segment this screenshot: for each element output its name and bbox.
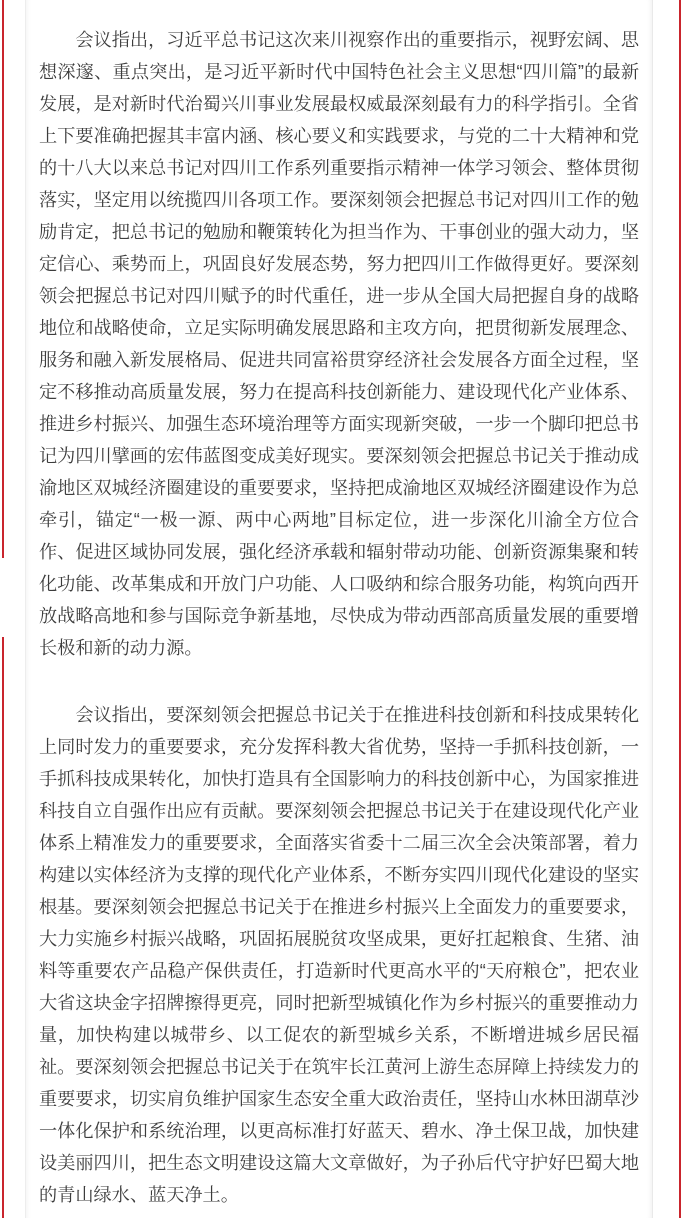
left-red-pinstripe-bottom (2, 637, 4, 1218)
left-red-pinstripe-top (2, 0, 4, 558)
right-red-pinstripe (679, 0, 681, 1218)
article-paragraph-2: 会议指出，要深刻领会把握总书记关于在推进科技创新和科技成果转化上同时发力的重要要求，充分发挥科教大省优势，坚持一手抓科技创新，一手抓科技成果转化，加快打造具有全国影响力的科技创新中心，为国家推进科技自立自强作出应有贡献。要深刻领会把握总书记关于在建设现代化产业体系上精准发力的重要要求，全面落实省委十二届三次全会决策部署，着力构建以实体经济为支撑的现代化产业体系，不断夯实四川现代化建设的坚实根基。要深刻领会把握总书记关于在推进乡村振兴上全面发力的重要要求，大力实施乡村振兴战略，巩固拓展脱贫攻坚成果，更好扛起粮食、生猪、油料等重要农产品稳产保供责任，打造新时代更高水平的“天府粮仓”，把农业大省这块金字招牌擦得更亮，同时把新型城镇化作为乡村振兴的重要推动力量，加快构建以城带乡、以工促农的新型城乡关系，不断增进城乡居民福祉。要深刻领会把握总书记关于在筑牢长江黄河上游生态屏障上持续发力的重要要求，切实肩负维护国家生态安全重大政治责任，坚持山水林田湖草沙一体化保护和系统治理，以更高标准打好蓝天、碧水、净土保卫战，加快建设美丽四川，把生态文明建设这篇大文章做好，为子孙后代守护好巴蜀大地的青山绿水、蓝天净土。 (39, 705, 639, 1205)
article-paragraph-1: 会议指出，习近平总书记这次来川视察作出的重要指示，视野宏阔、思想深邃、重点突出，是习近平新时代中国特色社会主义思想“四川篇”的最新发展，是对新时代治蜀兴川事业发展最权威最深刻最有力的科学指引。全省上下要准确把握其丰富内涵、核心要义和实践要求，与党的二十大精神和党的十八大以来总书记对四川工作系列重要指示精神一体学习领会、整体贯彻落实，坚定用以统揽四川各项工作。要深刻领会把握总书记对四川工作的勉励肯定，把总书记的勉励和鞭策转化为担当作为、干事创业的强大动力，坚定信心、乘势而上，巩固良好发展态势，努力把四川工作做得更好。要深刻领会把握总书记对四川赋予的时代重任，进一步从全国大局把握自身的战略地位和战略使命，立足实际明确发展思路和主攻方向，把贯彻新发展理念、服务和融入新发展格局、促进共同富裕贯穿经济社会发展各方面全过程，坚定不移推动高质量发展，努力在提高科技创新能力、建设现代化产业体系、推进乡村振兴、加强生态环境治理等方面实现新突破，一步一个脚印把总书记为四川擘画的宏伟蓝图变成美好现实。要深刻领会把握总书记关于推动成渝地区双城经济圈建设的重要要求，坚持把成渝地区双城经济圈建设作为总牵引，锚定“一极一源、两中心两地”目标定位，进一步深化川渝全方位合作、促进区域协同发展，强化经济承载和辐射带动功能、创新资源集聚和转化功能、改革集成和开放门户功能、人口吸纳和综合服务功能，构筑向西开放战略高地和参与国际竞争新基地，尽快成为带动西部高质量发展的重要增长极和新的动力源。 (39, 30, 639, 658)
article-card (25, 0, 653, 1218)
article-body (26, 0, 652, 1211)
